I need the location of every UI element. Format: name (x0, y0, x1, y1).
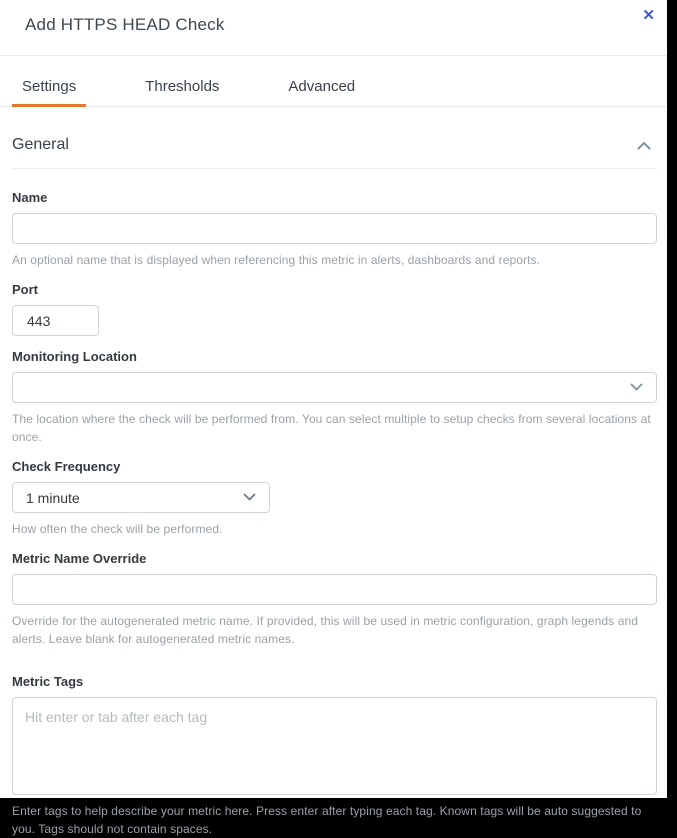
name-input[interactable] (12, 213, 657, 244)
name-field-group (12, 190, 657, 269)
chevron-down-icon (630, 383, 643, 391)
monitoring-location-help: The location where the check will be performed from. You can select multiple to setup checks from several locations at once. (12, 412, 651, 444)
monitoring-location-select[interactable] (12, 372, 657, 403)
tab-thresholds-label: Thresholds (145, 78, 220, 95)
tab-settings-label: Settings (22, 78, 77, 95)
check-frequency-select[interactable] (12, 482, 270, 513)
check-frequency-value: 1 minute (26, 490, 80, 506)
section-general-title: General (12, 136, 69, 153)
metric-name-override-help: Override for the autogenerated metric name. If provided, this will be used in metric configuration, graph legends and alerts. Leave blank for autogenerated metric names. (12, 614, 639, 646)
port-field-group (12, 282, 657, 336)
settings-tab-panel (0, 107, 667, 838)
tab-advanced[interactable] (278, 78, 365, 107)
name-help: An optional name that is displayed when referencing this metric in alerts, dashboards and reports. (12, 253, 541, 267)
chevron-up-icon (637, 138, 651, 153)
monitoring-location-label: Monitoring Location (12, 349, 137, 364)
section-general-header (12, 136, 657, 169)
check-frequency-label: Check Frequency (12, 459, 121, 474)
port-label: Port (12, 282, 38, 297)
tab-thresholds[interactable] (135, 78, 229, 107)
metric-tags-field-group (12, 674, 657, 838)
check-frequency-help: How often the check will be performed. (12, 522, 223, 536)
tab-settings[interactable] (12, 78, 86, 107)
section-collapse-button[interactable] (635, 139, 653, 152)
close-button[interactable] (638, 4, 659, 27)
metric-name-override-input[interactable] (12, 574, 657, 605)
modal-title: Add HTTPS HEAD Check (25, 15, 225, 34)
metric-name-override-field-group (12, 551, 657, 648)
metric-name-override-label: Metric Name Override (12, 551, 147, 566)
tab-bar (0, 56, 667, 107)
metric-tags-textarea[interactable] (12, 697, 657, 795)
metric-tags-label: Metric Tags (12, 674, 84, 689)
tab-advanced-label: Advanced (288, 78, 356, 95)
close-icon: ✕ (642, 7, 655, 24)
metric-tags-help: Enter tags to help describe your metric here. Press enter after typing each tag. Known tags will be auto suggested to you. Tags should not contain spaces. (12, 804, 642, 836)
monitoring-location-field-group (12, 349, 657, 446)
check-frequency-field-group (12, 459, 657, 538)
name-label: Name (12, 190, 48, 205)
modal-header (0, 0, 667, 56)
chevron-down-icon (243, 493, 256, 501)
port-input[interactable] (12, 305, 99, 336)
